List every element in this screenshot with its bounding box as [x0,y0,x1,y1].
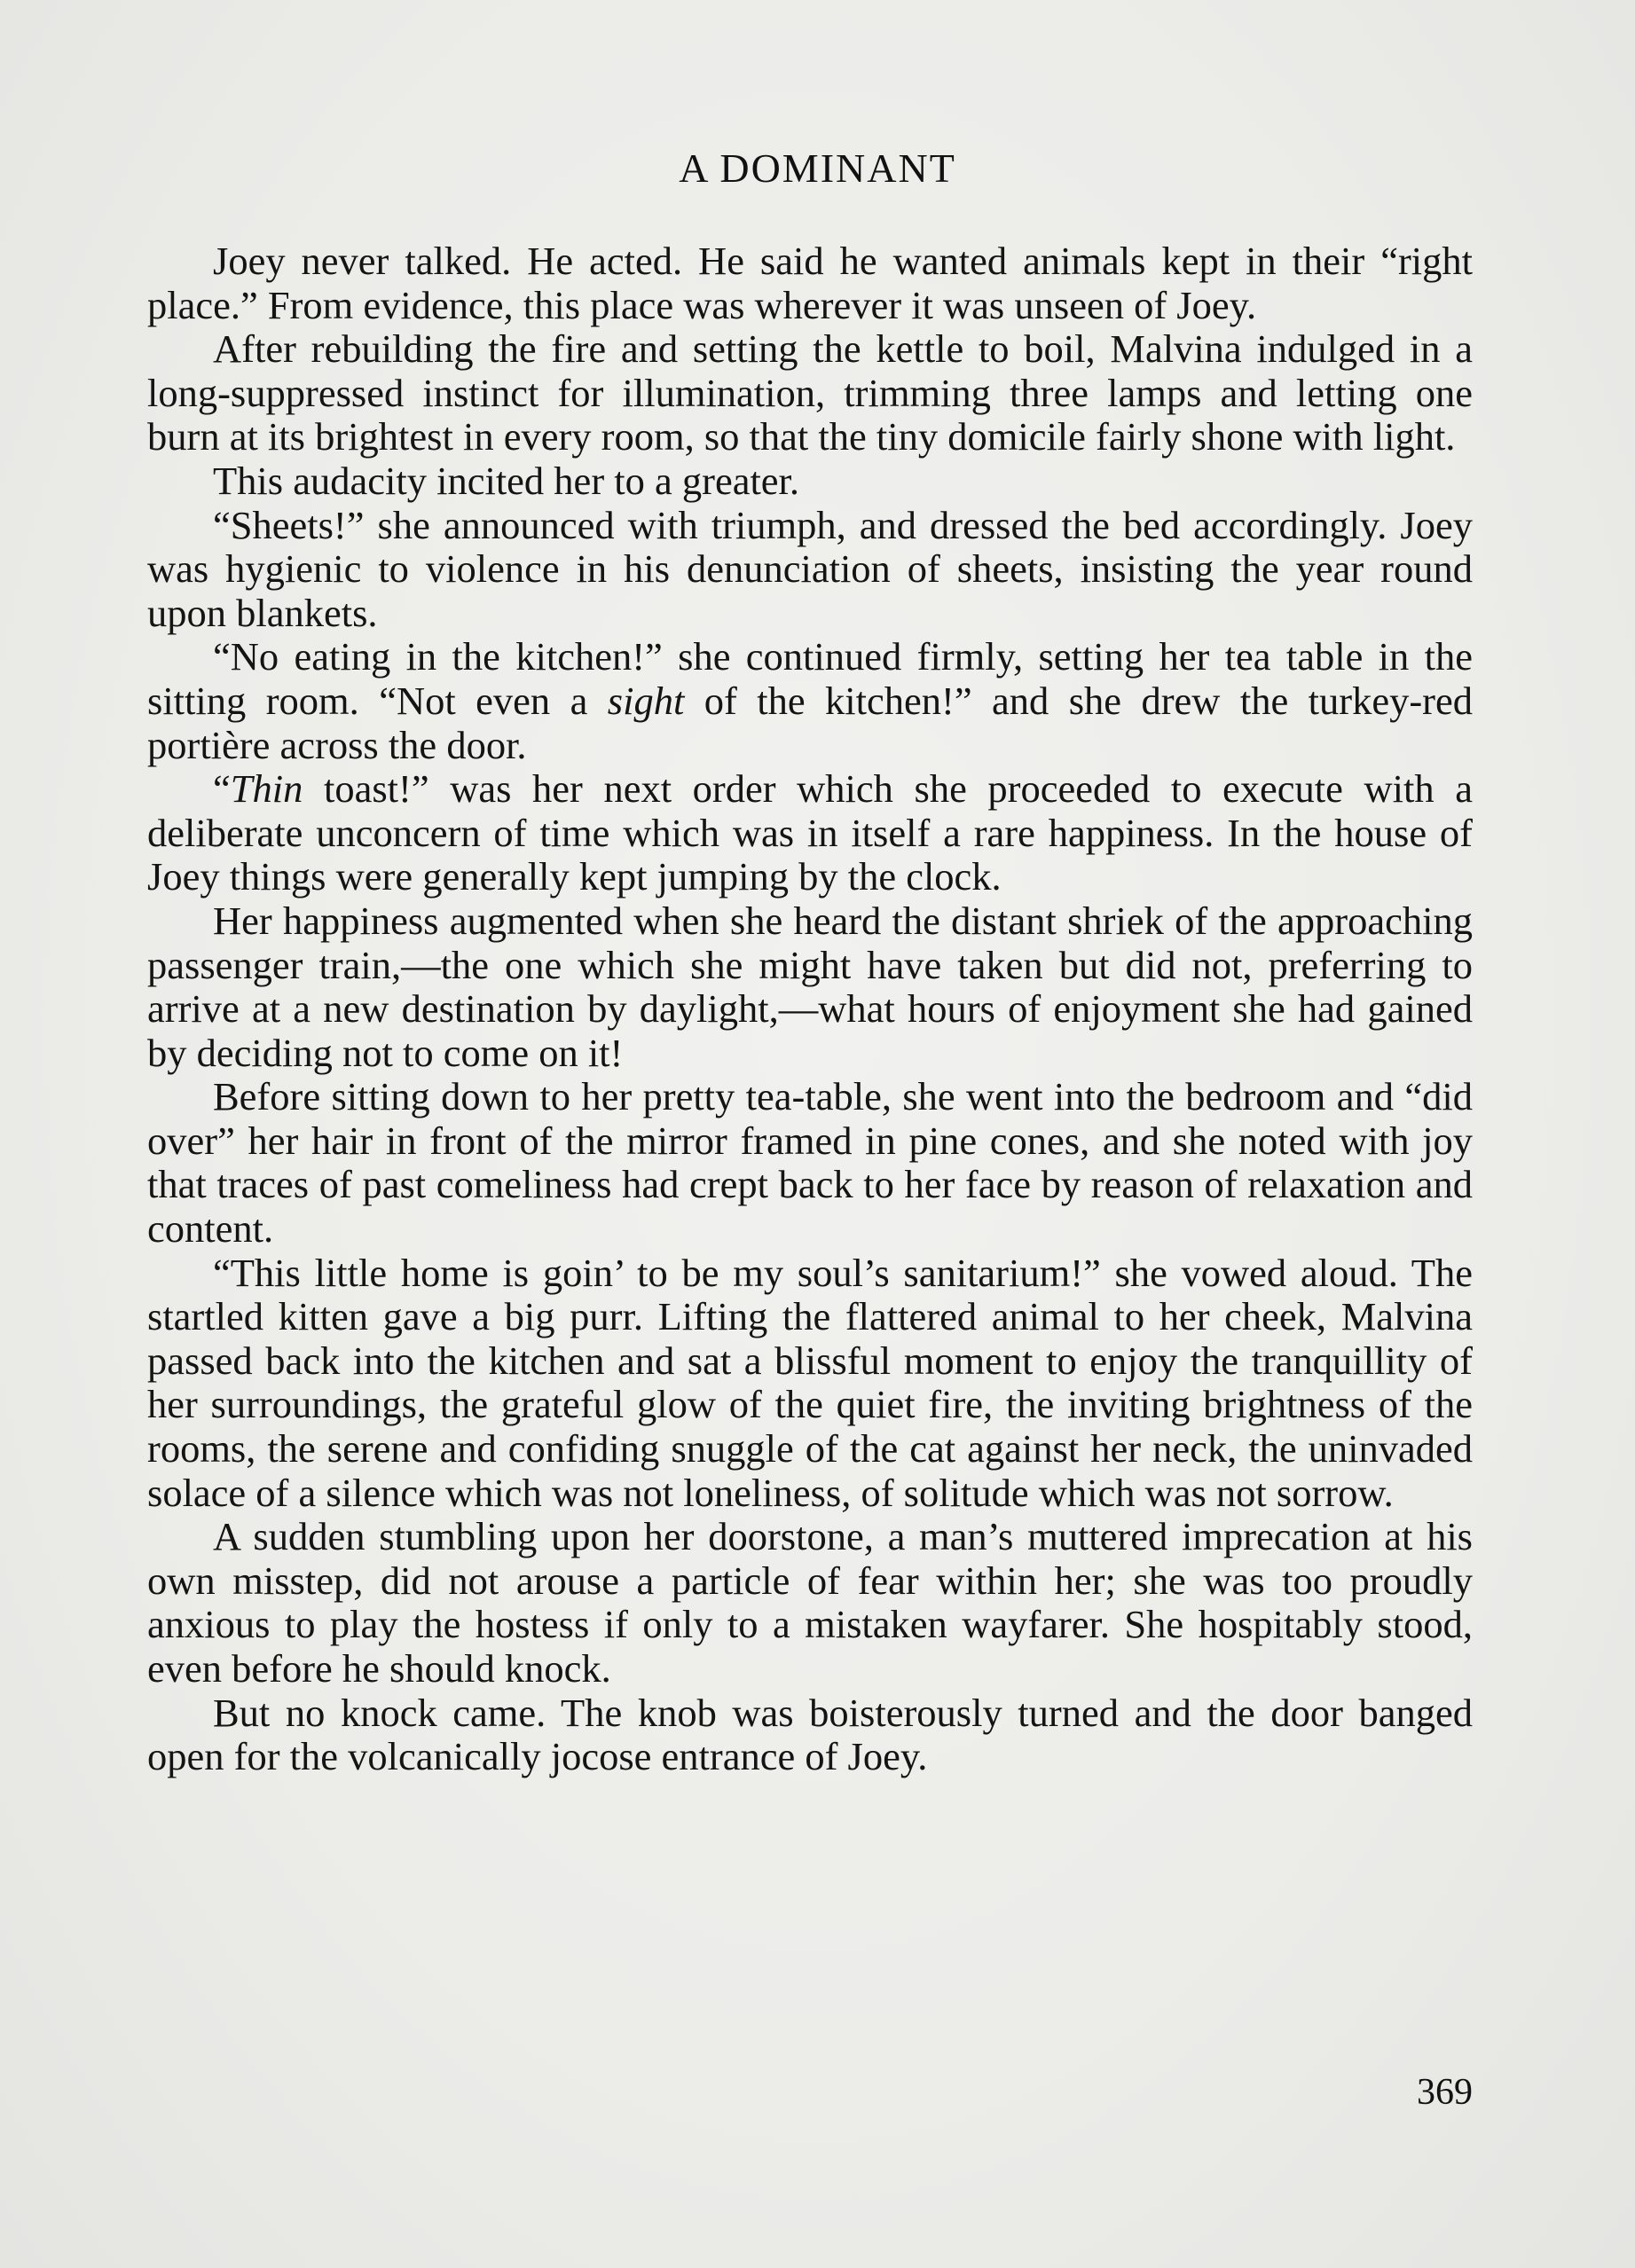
paragraph-9: “This little home is goin’ to be my soul’s sanitarium!” she vowed aloud. The startled kitten gave a big purr. Lifting the flattered animal to her cheek, Malvina passed back into the kitchen and sat a blissful moment to enjoy the tranquillity of her surroundings, the grateful glow of the quiet fire, the inviting brightness of the rooms, the serene and confiding snuggle of the cat against her neck, the uninvaded solace of a silence which was not loneliness, of solitude which was not sorrow. [147,1250,1473,1515]
running-title: A DOMINANT [679,145,956,191]
paragraph-10: A sudden stumbling upon her doorstone, a man’s muttered imprecation at his own misstep, did not arouse a particle of fear within her; she was too proudly anxious to play the hostess if only to a mistaken wayfarer. She hospitably stood, even before he should knock. [147,1514,1473,1691]
paragraph-2: After rebuilding the fire and setting the kettle to boil, Malvina indulged in a long-suppressed instinct for illumination, trimming three lamps and letting one burn at its brightest in every room, so that the tiny domicile fairly shone with light. [147,326,1473,459]
paragraph-6-after: toast!” was her next order which she proceeded to execute with a deliberate unconcern of time which was in itself a rare happiness. In the house of Joey things were generally kept jumping by the clock. [147,766,1473,899]
paragraph-5 [147,635,1473,767]
paragraph-1: Joey never talked. He acted. He said he wanted animals kept in their “right place.” From evidence, this place was wherever it was unseen of Joey. [147,239,1473,327]
paragraph-4: “Sheets!” she announced with triumph, and dressed the bed accordingly. Joey was hygienic to violence in his denunciation of sheets, insisting the year round upon blankets. [147,502,1473,635]
paragraph-6 [147,767,1473,899]
paragraph-3: This audacity incited her to a greater. [213,458,800,503]
paragraph-6-before: “ [213,766,231,812]
paragraph-6-italic: Thin [230,766,303,812]
body-text [147,239,1473,1779]
paragraph-8: Before sitting down to her pretty tea-table, she went into the bedroom and “did over” her hair in front of the mirror framed in pine cones, and she noted with joy that traces of past comeliness had crept back to her face by reason of relaxation and content. [147,1074,1473,1252]
paragraph-11: But no knock came. The knob was boisterously turned and the door banged open for the volcanically jocose entrance of Joey. [147,1690,1473,1779]
paragraph-5-before: “No eating in the kitchen!” she continued firmly, setting her tea table in the sitting room. “Not even a [147,634,1473,723]
paragraph-7: Her happiness augmented when she heard the distant shriek of the approaching passenger train,—the one which she might have taken but did not, preferring to arrive at a new destination by daylight,—what hours of enjoyment she had gained by deciding not to come on it! [147,898,1473,1075]
paragraph-5-after: of the kitchen!” and she drew the turkey-red portière across the door. [147,678,1473,767]
paragraph-5-italic: sight [607,678,685,723]
page-number: 369 [1417,2072,1473,2113]
